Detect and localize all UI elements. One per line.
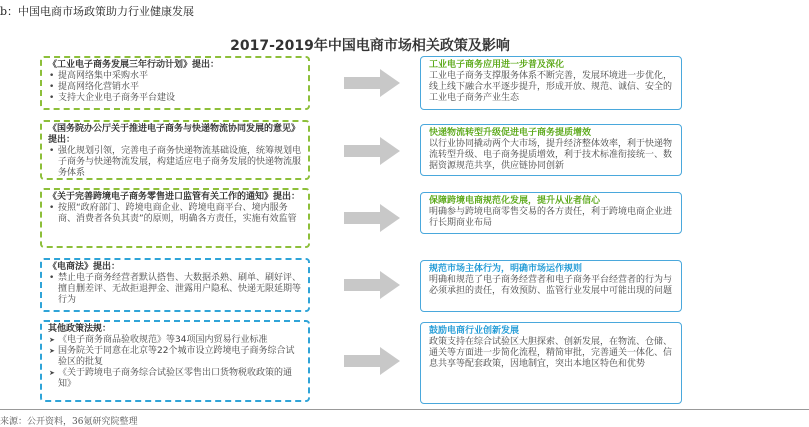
policy-heading: 《关于完善跨境电子商务零售进口监管有关工作的通知》提出：: [48, 192, 301, 202]
impact-heading: 保障跨境电商规范化发展，提升从业者信心: [429, 196, 601, 206]
divider: [0, 409, 809, 410]
source-note: 来源：公开资料，36氪研究院整理: [0, 417, 138, 427]
policy-item: ➤ 《电子商务商品验收规范》等34项国内贸易行业标准: [48, 335, 302, 346]
impact-box-1: [420, 56, 682, 110]
policy-box-1: [40, 56, 310, 110]
policy-item: • 强化规划引领，完善电子商务快递物流基础设施，统筹规划电子商务与快递物流发展，构建适应电子商务发展的快递物流服务体系: [48, 146, 302, 179]
policy-heading: 其他政策法规：: [48, 324, 112, 334]
impact-text: 明确参与跨境电商零售交易的各方责任，利于跨境电商企业进行长期商业布局: [429, 207, 673, 228]
policy-item: ➤ 《关于跨境电子商务综合试验区零售出口货物税收政策的通知》: [48, 368, 302, 390]
arrow-right-icon: [344, 270, 400, 300]
policy-items: [48, 273, 302, 306]
policy-item: • 支持大企业电子商务平台建设: [48, 93, 302, 104]
policy-box-5: [40, 320, 310, 402]
impact-text: 政策支持在综合试验区大胆探索、创新发展，在物流、仓储、通关等方面进一步简化流程，精简审批，完善通关一体化、信息共享等配套政策，因地制宜，突出本地区特色和优势: [429, 337, 673, 369]
policy-items: [48, 146, 302, 179]
impact-box-5: [420, 322, 682, 404]
impact-heading: 鼓励电商行业创新发展: [429, 326, 520, 336]
policy-box-4: [40, 258, 310, 312]
policy-item: • 提高网络化营销水平: [48, 82, 302, 93]
policy-heading: 《国务院办公厅关于推进电子商务与快递物流协同发展的意见》提出：: [48, 124, 301, 145]
policy-items: [48, 203, 302, 225]
arrow-right-icon: [344, 136, 400, 166]
policy-box-2: [40, 120, 310, 180]
policy-item: • 提高网络集中采购水平: [48, 71, 302, 82]
policy-items: [48, 335, 302, 390]
impact-heading: 规范市场主体行为，明确市场运作规则: [429, 264, 583, 274]
policy-item: • 禁止电子商务经营者默认搭售、大数据杀熟、刷单、刷好评、擅自删差评、无故拒退押金、泄露用户隐私、快递无限延期等行为: [48, 273, 302, 306]
policy-box-3: [40, 188, 310, 248]
arrow-right-icon: [344, 68, 400, 98]
impact-text: 以行业协同撬动两个大市场，提升经济整体效率，利于快递物流转型升级、电子商务提质增效，利于技术标准衔接统一、数据资源规范共享，供应链协同创新: [429, 139, 673, 171]
policy-item: ➤ 国务院关于同意在北京等22个城市设立跨境电子商务综合试验区的批复: [48, 346, 302, 368]
impact-heading: 快递物流转型升级促进电子商务提质增效: [429, 128, 592, 138]
policy-heading: 《工业电子商务发展三年行动计划》提出：: [48, 60, 220, 70]
arrow-right-icon: [344, 203, 400, 233]
policy-heading: 《电商法》提出：: [48, 262, 121, 272]
impact-text: 工业电子商务支撑服务体系不断完善，发展环境进一步优化，线上线下融合水平逐步提升，形成开放、规范、诚信、安全的工业电子商务产业生态: [429, 71, 673, 103]
impact-box-2: [420, 124, 682, 176]
policy-items: [48, 71, 302, 104]
policy-item: • 按照“政府部门、跨境电商企业、跨境电商平台、境内服务商、消费者各负其责”的原则，明确各方责任，实施有效监管: [48, 203, 302, 225]
impact-box-3: [420, 192, 682, 234]
figure-caption: b：中国电商市场政策助力行业健康发展: [0, 5, 195, 18]
diagram-title: 2017-2019年中国电商市场相关政策及影响: [230, 38, 510, 54]
impact-heading: 工业电子商务应用进一步普及深化: [429, 60, 565, 70]
impact-box-4: [420, 260, 682, 312]
impact-text: 明确和规范了电子商务经营者和电子商务平台经营者的行为与必须承担的责任，有效预防、监管行业发展中可能出现的问题: [429, 275, 673, 296]
arrow-right-icon: [344, 346, 400, 376]
